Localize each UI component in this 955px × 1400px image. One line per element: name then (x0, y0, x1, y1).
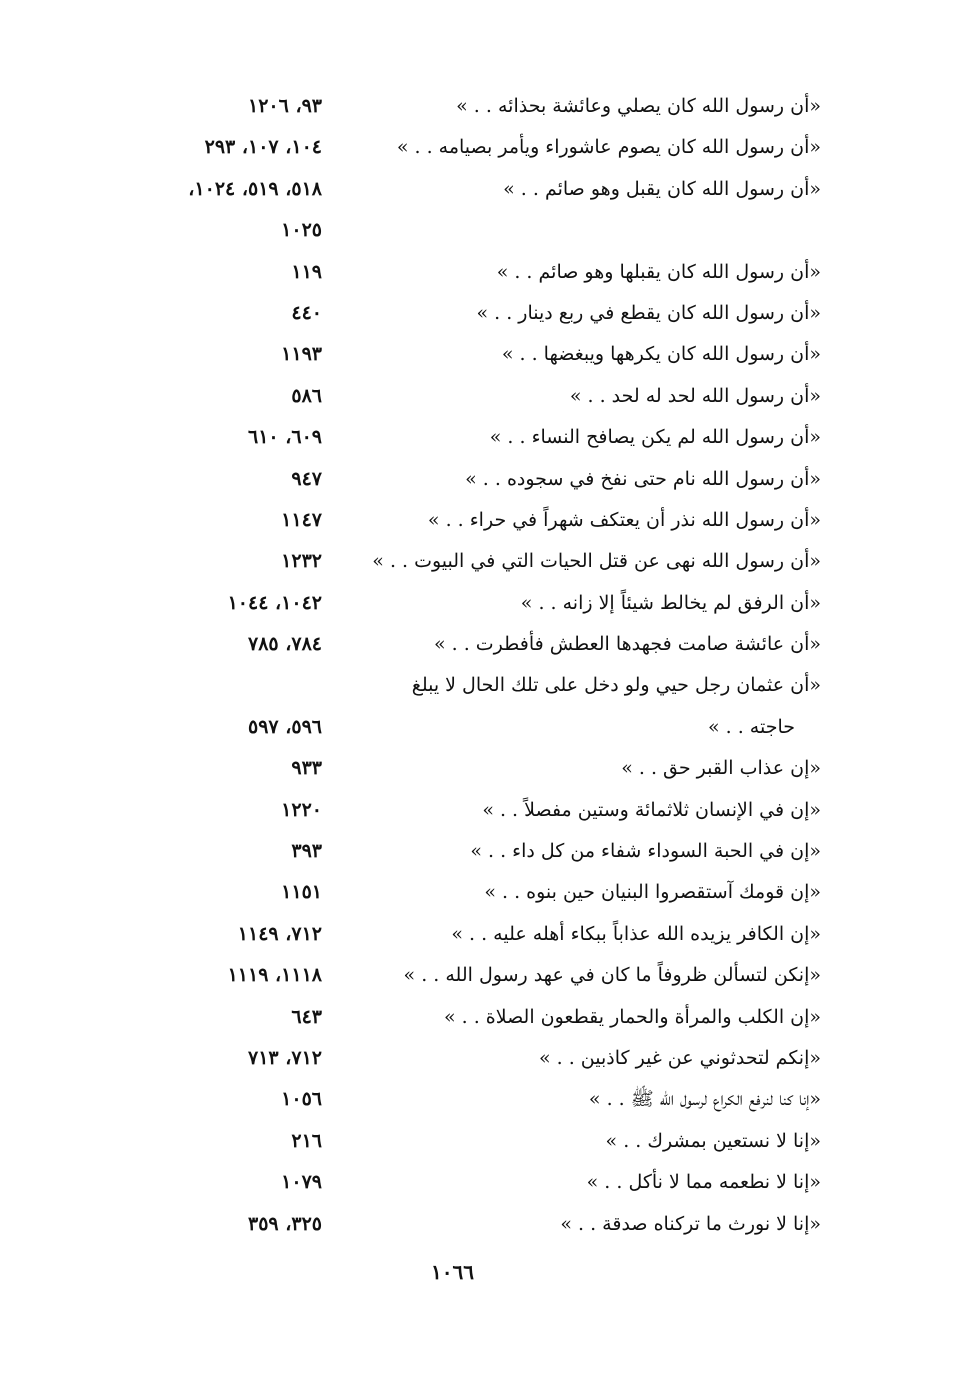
page-references: ١٠٤٢، ١٠٤٤ (227, 591, 322, 614)
index-entry (0, 665, 955, 706)
index-entry (0, 541, 955, 582)
page-references: ١١٥١ (281, 881, 322, 904)
hadith-text: «إنا لا نطعمه مما لا نأكل . . » (586, 1171, 821, 1194)
index-entry (0, 748, 955, 789)
hadith-text: «أن رسول الله نهى عن قتل الحيات التي في البيوت . . » (372, 550, 821, 573)
hadith-text: «أن عائشة صامت فجهدها العطش فأفطرت . . » (433, 633, 821, 656)
index-entry (0, 1038, 955, 1079)
hadith-text: «أن رسول الله كان يصلي وعائشة بحذائه . . » (456, 95, 821, 117)
page-references: ١٢٢٠ (281, 798, 322, 821)
hadith-text: «أن رسول الله كان يقبلها وهو صائم . . » (496, 260, 821, 283)
index-entry (0, 500, 955, 541)
page-references: ٧١٢، ٧١٣ (248, 1046, 322, 1069)
page-references: ٣٩٣ (291, 840, 322, 863)
page-references: ١٠٥٦ (281, 1088, 322, 1111)
page-references: ٦٠٩، ٦١٠ (248, 426, 322, 449)
page-references: ١١٩ (291, 260, 322, 283)
index-entry (0, 831, 955, 872)
index-entry (0, 872, 955, 913)
hadith-text: «إنا كنا لنرفع الكراع لرسول الله ﷺ . . » (588, 1088, 821, 1111)
index-entry (0, 624, 955, 665)
hadith-text: «أن رسول الله لم يكن يصافح النساء . . » (489, 426, 821, 449)
page-references: ١١٤٧ (281, 508, 322, 531)
page-references: ١١١٨، ١١١٩ (227, 964, 322, 987)
index-entry (0, 334, 955, 375)
page-references: ١٠٤، ١٠٧، ٢٩٣ (204, 136, 322, 159)
index-entry (0, 376, 955, 417)
page-references: ٥٨٦ (291, 384, 322, 407)
page-number: ١٠٦٦ (431, 1260, 474, 1284)
hadith-text: «أن رسول الله كان يكرهها ويبغضها . . » (501, 343, 821, 366)
index-entry (0, 1079, 955, 1120)
hadith-text: «إنكن لتسألن ظروفاً ما كان في عهد رسول الله . . » (403, 964, 821, 987)
hadith-text: «أن رسول الله نذر أن يعتكف شهراً في حراء . . » (427, 508, 821, 531)
index-entry (0, 790, 955, 831)
index-entry (0, 252, 955, 293)
index-entry (0, 955, 955, 996)
hadith-text: «أن رسول الله كان يقبل وهو صائم . . » (503, 177, 821, 200)
index-entry (0, 1121, 955, 1162)
hadith-text: «أن رسول الله كان يصوم عاشوراء ويأمر بصيامه . . » (396, 136, 821, 159)
index-entry (0, 417, 955, 458)
page-references: ١٠٧٩ (281, 1171, 322, 1194)
index-entry (0, 583, 955, 624)
page-references: ٧١٢، ١١٤٩ (237, 922, 322, 945)
page-references: ١٢٣٢ (281, 550, 322, 573)
hadith-text: «إن الكافر يزيده الله عذاباً ببكاء أهله عليه . . » (451, 922, 821, 945)
page-references: ٩٣، ١٢٠٦ (248, 95, 322, 117)
index-entry (0, 707, 955, 748)
hadith-text: «إن في الإنسان ثلاثمائة وستين مفصلاً . . » (482, 798, 821, 821)
index-entry (0, 86, 955, 127)
index-entry (0, 914, 955, 955)
index-entry (0, 997, 955, 1038)
page-references: ٥٩٦، ٥٩٧ (248, 715, 322, 738)
page-references: ٥١٨، ٥١٩، ١٠٢٤، (188, 177, 322, 200)
page-references: ٩٣٣ (291, 757, 322, 780)
index-entry (0, 169, 955, 210)
page-references: ١١٩٣ (281, 343, 322, 366)
hadith-text: «إنا لا نورث ما تركناه صدقة . . » (560, 1212, 821, 1235)
hadith-text: «إنا لا نستعين بمشرك . . » (605, 1129, 821, 1152)
index-entry (0, 293, 955, 334)
hadith-text: «أن رسول الله لحد له لحد . . » (569, 384, 821, 407)
hadith-text: «إن في الحبة السوداء شفاء من كل داء . . » (470, 840, 821, 863)
index-entry (0, 459, 955, 500)
hadith-text: «إن عذاب القبر حق . . » (621, 757, 821, 780)
page-references: ٧٨٤، ٧٨٥ (248, 633, 322, 656)
index-entry (0, 1204, 955, 1245)
hadith-text: «أن الرفق لم يخالط شيئاً إلا زانه . . » (520, 591, 821, 614)
hadith-text: «إنكم لتحدثوني عن غير كاذبين . . » (538, 1046, 821, 1069)
page-references: ٤٤٠ (291, 301, 322, 324)
hadith-text: «إن قومك آستقصروا البنيان حين بنوه . . » (484, 881, 821, 904)
hadith-index-list (0, 86, 955, 1245)
hadith-text: «أن رسول الله نام حتى نفخ في سجوده . . » (465, 467, 821, 490)
page-references: ٩٤٧ (291, 467, 322, 490)
page-references: ٢١٦ (291, 1129, 322, 1152)
hadith-text: «أن عثمان رجل حيي ولو دخل على تلك الحال لا يبلغ (411, 674, 821, 697)
hadith-text: حاجته . . » (707, 715, 795, 738)
index-entry (0, 127, 955, 168)
page-references: ١٠٢٥ (281, 219, 322, 242)
page-references: ٣٢٥، ٣٥٩ (248, 1212, 322, 1235)
hadith-text: «أن رسول الله كان يقطع في ربع دينار . . » (476, 301, 821, 324)
hadith-text: «إن الكلب والمرأة والحمار يقطعون الصلاة . . » (443, 1005, 821, 1028)
page-references: ٦٤٣ (291, 1005, 322, 1028)
index-entry (0, 210, 955, 251)
index-entry (0, 1162, 955, 1203)
